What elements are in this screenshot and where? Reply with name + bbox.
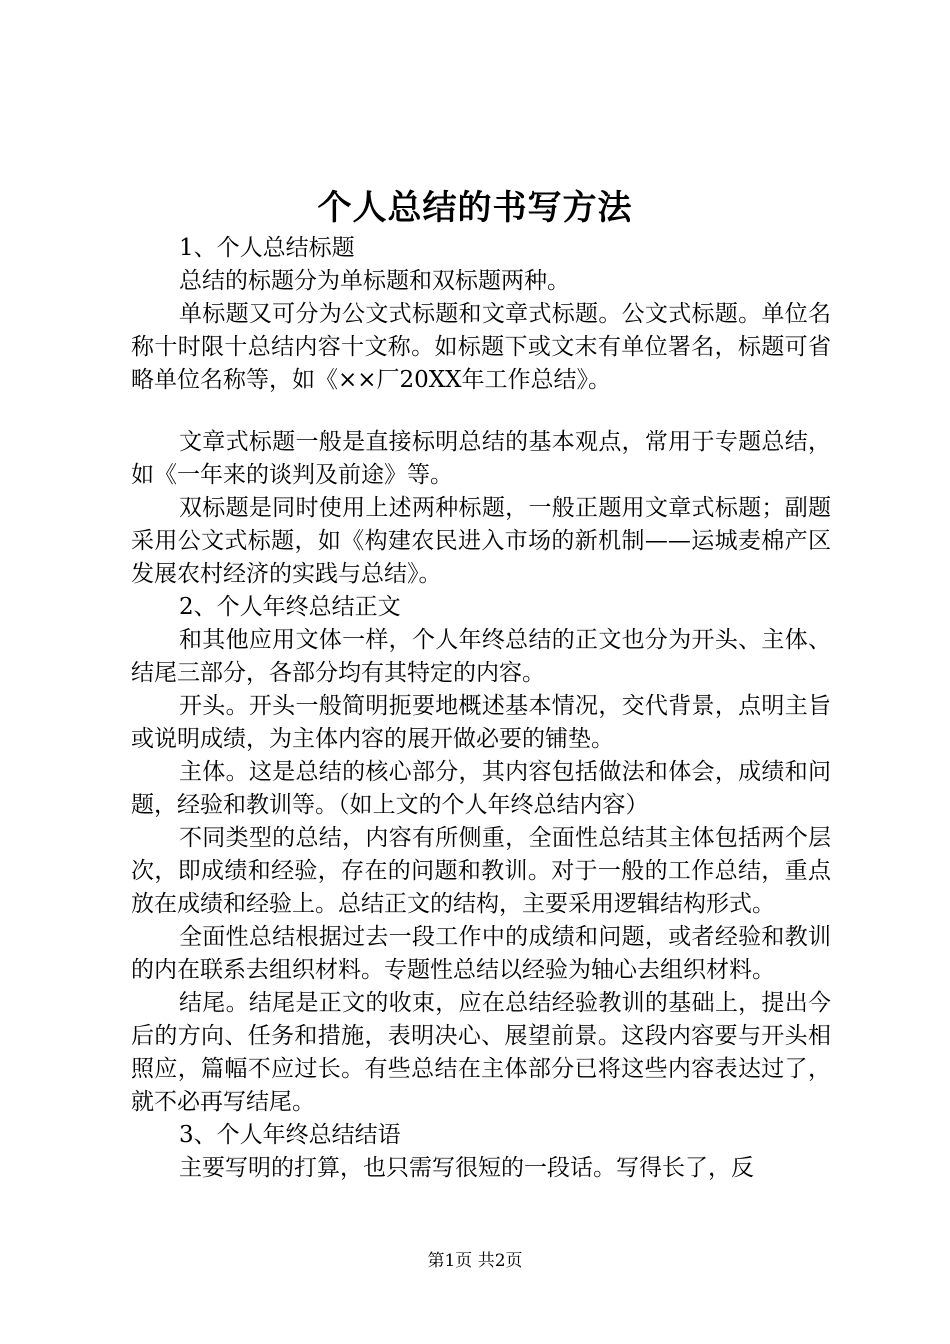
paragraph: 主要写明的打算，也只需写很短的一段话。写得长了，反 [179,1155,754,1181]
paragraph: 文章式标题一般是直接标明总结的基本观点，常用于专题总结，如《一年来的谈判及前途》等。 [131,429,831,488]
paragraph: 双标题是同时使用上述两种标题，一般正题用文章式标题；副题采用公文式标题，如《构建农民进入市场的新机制——运城麦棉产区发展农村经济的实践与总结》。 [131,495,831,587]
paragraph-gap [131,397,831,426]
document-title: 个人总结的书写方法 [317,188,633,228]
paragraph: 结尾。结尾是正文的收束，应在总结经验教训的基础上，提出今后的方向、任务和措施，表明决心、展望前景。这段内容要与开头相照应，篇幅不应过长。有些总结在主体部分已将这些内容表达过了，就不必再写结尾。 [131,990,831,1115]
paragraph: 和其他应用文体一样，个人年终总结的正文也分为开头、主体、结尾三部分，各部分均有其特定的内容。 [131,627,831,686]
section-heading: 2、个人年终总结正文 [179,594,401,620]
paragraph: 全面性总结根据过去一段工作中的成绩和问题，或者经验和教训的内在联系去组织材料。专题性总结以经验为轴心去组织材料。 [131,924,831,983]
paragraph: 不同类型的总结，内容有所侧重，全面性总结其主体包括两个层次，即成绩和经验，存在的问题和教训。对于一般的工作总结，重点放在成绩和经验上。总结正文的结构，主要采用逻辑结构形式。 [131,825,831,917]
paragraph: 总结的标题分为单标题和双标题两种。 [179,268,570,294]
paragraph: 主体。这是总结的核心部分，其内容包括做法和体会，成绩和问题，经验和教训等。（如上文的个人年终总结内容） [131,759,831,818]
section-heading: 3、个人年终总结结语 [179,1122,401,1148]
paragraph: 单标题又可分为公文式标题和文章式标题。公文式标题。单位名称十时限十总结内容十文称。如标题下或文末有单位署名，标题可省略单位名称等，如《××厂20XX年工作总结》。 [131,301,831,393]
page-footer: 第1页 共2页 [427,1251,523,1271]
document-body [131,232,831,1185]
paragraph: 开头。开头一般简明扼要地概述基本情况，交代背景，点明主旨或说明成绩，为主体内容的展开做必要的铺垫。 [131,693,831,752]
section-heading: 1、个人总结标题 [179,235,355,261]
